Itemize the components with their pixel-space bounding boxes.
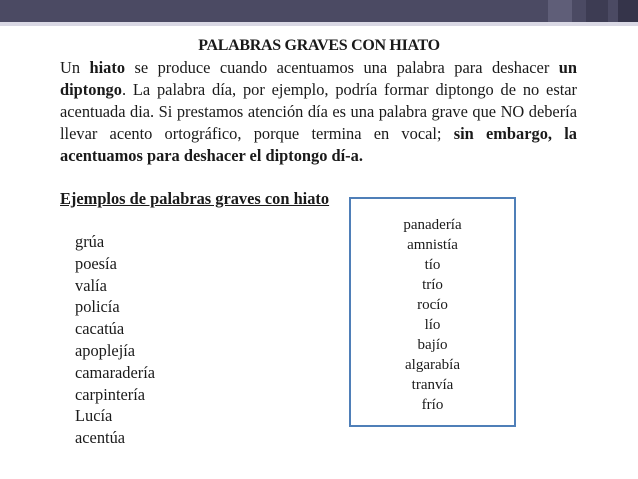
slide-title: PALABRAS GRAVES CON HIATO: [198, 37, 440, 54]
list-item: cacatúa: [75, 319, 125, 339]
para-bold-diptongo: un diptongo: [60, 58, 577, 99]
para-text-1: Un: [60, 58, 90, 77]
list-item: poesía: [75, 253, 117, 273]
box-list-item: frío: [421, 397, 444, 413]
box-list-item: tío: [424, 257, 441, 273]
banner-tab-1: [548, 0, 572, 22]
list-item: Lucía: [75, 406, 113, 426]
box-list-item: tranvía: [411, 377, 454, 393]
box-list-item: algarabía: [405, 357, 460, 373]
box-list-item: rocío: [417, 297, 448, 313]
list-item: policía: [75, 297, 120, 317]
word-box: [349, 197, 516, 427]
para-text-3: . La palabra día, por ejemplo, podría formar diptongo de no estar acentuada dia. Si prestamos atención día es una palabra grave que NO debería llevar acento ortográfico, porque termina en vocal;: [60, 80, 577, 143]
list-item: acentúa: [75, 428, 126, 448]
list-item: valía: [75, 275, 107, 295]
banner-tab-3: [618, 0, 638, 22]
banner-accent-line: [0, 22, 638, 26]
examples-heading: Ejemplos de palabras graves con hiato: [60, 189, 330, 208]
para-text-2: se produce cuando acentuamos una palabra para deshacer: [125, 58, 559, 77]
box-list-item: panadería: [403, 217, 462, 233]
box-list-item: amnistía: [407, 237, 458, 253]
box-list-item: trío: [422, 277, 443, 293]
list-item: camaradería: [75, 362, 156, 382]
list-item: carpintería: [75, 384, 146, 404]
banner-tab-2: [586, 0, 608, 22]
explanation-paragraph: [60, 57, 577, 167]
para-bold-hiato: hiato: [89, 58, 126, 77]
top-banner: [0, 0, 638, 22]
left-word-list: [75, 231, 155, 449]
para-bold-conclusion: sin embargo, la acentuamos para deshacer el diptongo dí-a.: [60, 124, 577, 165]
box-word-list: [351, 215, 514, 415]
list-item: apoplejía: [75, 340, 136, 360]
list-item: grúa: [75, 232, 105, 251]
box-list-item: bajío: [417, 337, 448, 353]
box-list-item: lío: [424, 317, 441, 333]
